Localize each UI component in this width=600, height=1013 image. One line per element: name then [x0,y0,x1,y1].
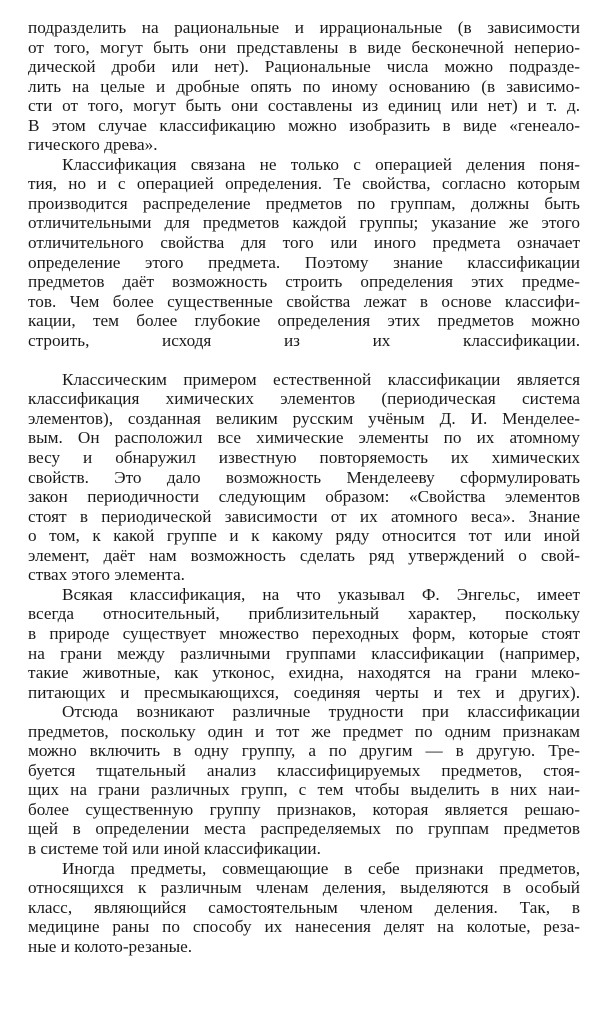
text-line: в природе существует множество переходных форм, которые стоят [28,623,580,643]
text-line: на грани между различными группами классификации (например, [28,643,580,663]
text-line: медицине раны по способу их нанесения делят на колотые, реза- [28,917,580,937]
text-line: закон периодичности следующим образом: «Свойства элементов [28,487,580,507]
text-line: лить на целые и дробные опять по иному основанию (в зависимо- [28,76,580,96]
page-text [28,18,580,956]
text-line: отличительного свойства для того или иного предмета означает [28,233,580,253]
text-line [28,350,580,370]
text-line: классификация химических элементов (периодическая система [28,389,580,409]
paragraph-5 [28,702,580,858]
text-line: кации, тем более глубокие определения этих предметов можно [28,311,580,331]
text-line: Классическим примером естественной классификации является [62,369,580,389]
text-line: ствах этого элемента. [28,565,185,585]
text-line: Всякая классификация, на что указывал Ф. Энгельс, имеет [62,584,580,604]
text-line: тия, но и с операцией определения. Те свойства, согласно которым [28,174,580,194]
text-line: предметов даёт возможность строить определения этих предме- [28,272,580,292]
text-line: элементов), созданная великим русским учёным Д. И. Менделее- [28,408,580,428]
text-line: Классификация связана не только с операцией деления поня- [62,154,580,174]
text-line: буется тщательный анализ классифицируемых предметов, стоя- [28,760,580,780]
text-line: строить, исходя из их классификации. [28,330,580,350]
text-line: вым. Он расположил все химические элементы по их атомному [28,428,580,448]
text-line: более существенную группу признаков, которая является решаю- [28,799,580,819]
text-line: в системе той или иной классификации. [28,838,321,858]
paragraph-6 [28,859,580,957]
text-line: дической дроби или нет). Рациональные числа можно подразде- [28,57,580,77]
text-line: относящихся к различным членам деления, выделяются в особый [28,878,580,898]
text-line: подразделить на рациональные и иррациональные (в зависимости [28,18,580,37]
text-line: Отсюда возникают различные трудности при классификации [62,702,580,722]
paragraph-3 [28,370,580,585]
text-line: определение этого предмета. Поэтому знание классификации [28,252,580,272]
paragraph-2 [28,155,580,370]
text-line: можно включить в одну группу, а по другим — в другую. Тре- [28,741,580,761]
text-line: о том, к какой группе и к какому ряду относится тот или иной [28,526,580,546]
text-line: Иногда предметы, совмещающие в себе признаки предметов, [62,858,580,878]
text-line: класс, являющийся самостоятельным членом деления. Так, в [28,897,580,917]
text-line: В этом случае классификацию можно изобразить в виде «генеало- [28,115,580,135]
text-line: свойств. Это дало возможность Менделееву сформулировать [28,467,580,487]
text-line: щих на грани различных групп, с тем чтобы выделить в них наи- [28,780,580,800]
text-line: питающих и пресмыкающихся, соединяя черты и тех и других). [28,682,580,702]
text-line: от того, могут быть они представлены в виде бесконечной неперио- [28,37,580,57]
paragraph-1 [28,18,580,155]
text-line: всегда относительный, приблизительный характер, поскольку [28,604,580,624]
text-line: щей в определении места распределяемых по группам предметов [28,819,580,839]
text-line: отличительными для предметов каждой группы; указание же этого [28,213,580,233]
text-line: ные и колото-резаные. [28,936,193,956]
text-line: предметов, поскольку один и тот же предмет по одним признакам [28,721,580,741]
paragraph-4 [28,585,580,702]
text-line: стоят в периодической зависимости от их атомного веса». Знание [28,506,580,526]
text-line: элемент, даёт нам возможность сделать ряд утверждений о свой- [28,545,580,565]
text-line: весу и обнаружил известную повторяемость их химических [28,448,580,468]
text-line: сти от того, могут быть они составлены из единиц или нет) и т. д. [28,96,580,116]
text-line: производится распределение предметов по группам, должны быть [28,193,580,213]
text-line: такие животные, как утконос, ехидна, находятся на грани млеко- [28,663,580,683]
text-line: гического древа». [28,135,158,155]
text-line: тов. Чем более существенные свойства лежат в основе классифи- [28,291,580,311]
